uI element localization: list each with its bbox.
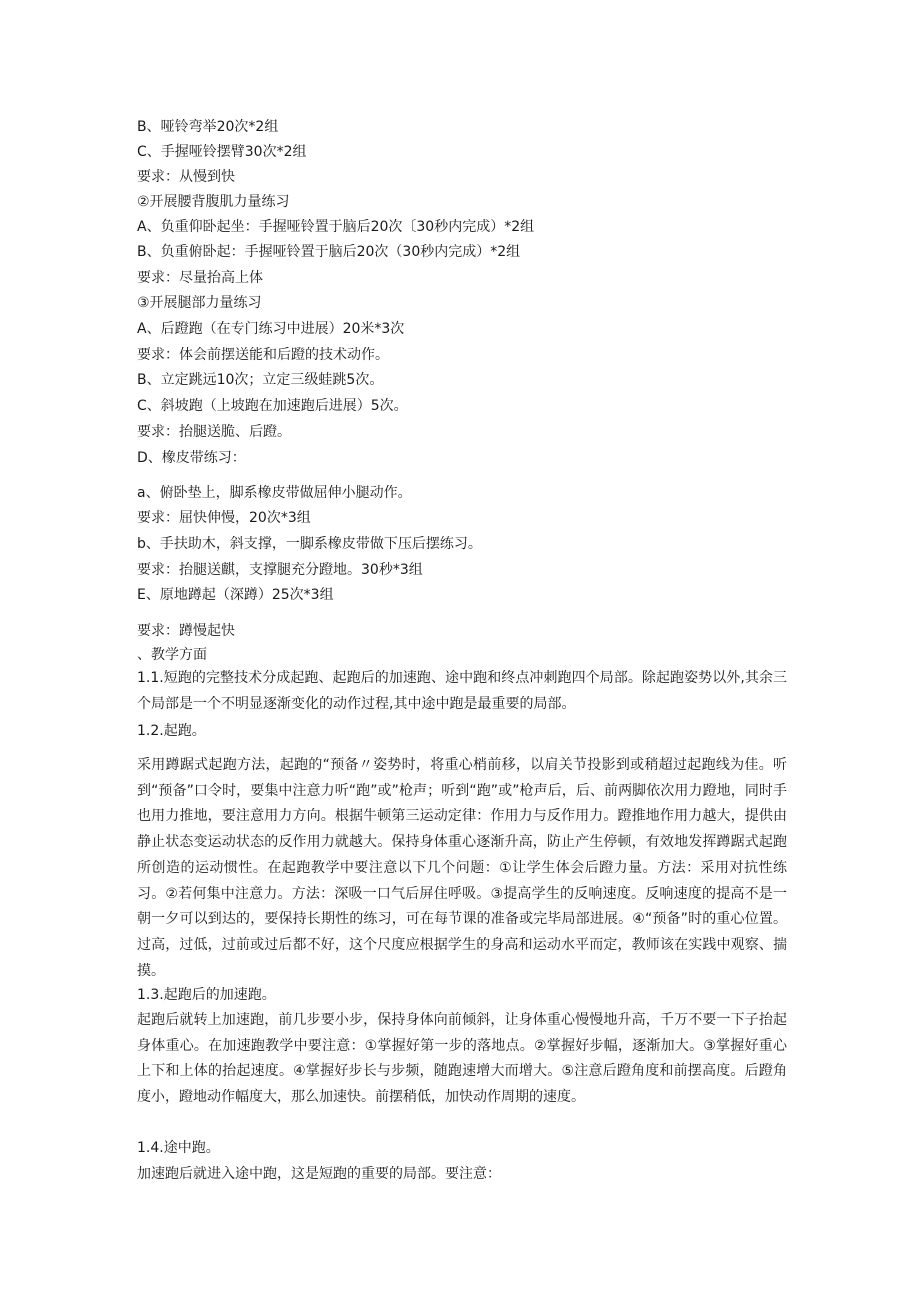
text-line: 要求：尽量抬高上体 <box>137 270 263 286</box>
text-line: b、手扶助木，斜支撑，一脚系橡皮带做下压后摆练习。 <box>137 536 482 552</box>
text-line: C、斜坡跑（上坡跑在加速跑后进展）5次。 <box>137 398 408 414</box>
text-line: ③开展腿部力量练习 <box>137 295 262 311</box>
text-line: B、负重俯卧起：手握哑铃置于脑后20次（30秒内完成）*2组 <box>137 244 521 260</box>
text-line: 要求：抬腿送麒，支撑腿充分蹬地。30秒*3组 <box>137 562 423 578</box>
text-line: C、手握哑铃摆臂30次*2组 <box>137 144 307 160</box>
text-line: ②开展腰背腹肌力量练习 <box>137 194 290 210</box>
subheading: 1.2.起跑。 <box>137 723 206 739</box>
paragraph: 1.1.短跑的完整技术分成起跑、起跑后的加速跑、途中跑和终点冲刺跑四个局部。除起跑姿势以外,其余三个局部是一个不明显逐渐变化的动作过程,其中途中跑是最重要的局部。 <box>137 670 787 712</box>
subheading: 1.3.起跑后的加速跑。 <box>137 987 276 1003</box>
text-line: a、俯卧垫上，脚系橡皮带做屈伸小腿动作。 <box>137 485 412 501</box>
text-line: D、橡皮带练习： <box>137 450 246 466</box>
text-line: A、后蹬跑（在专门练习中进展）20米*3次 <box>137 321 405 337</box>
text-line: 要求：体会前摆送能和后蹬的技术动作。 <box>137 347 389 363</box>
paragraph: 起跑后就转上加速跑，前几步要小步，保持身体向前倾斜，让身体重心慢慢地升高，千万不要一下子抬起身体重心。在加速跑教学中要注意：①掌握好第一步的落地点。②掌握好步幅，逐渐加大。③掌握好重心上下和上体的抬起速度。④掌握好步长与步频，随跑速增大而增大。⑤注意后蹬角度和前摆高度。后蹬角度小，蹬地动作幅度大，那么加速快。前摆稍低，加快动作周期的速度。 <box>137 1012 787 1106</box>
text-line: 要求：蹲慢起快 <box>137 623 235 639</box>
text-line: 要求：屈快伸慢，20次*3组 <box>137 510 311 526</box>
text-line: A、负重仰卧起坐：手握哑铃置于脑后20次〔30秒内完成）*2组 <box>137 219 535 235</box>
text-line: E、原地蹲起（深蹲）25次*3组 <box>137 587 334 603</box>
text-line: 要求：抬腿送脆、后蹬。 <box>137 424 291 440</box>
section-heading: 、教学方面 <box>137 647 207 663</box>
text-line: 要求：从慢到快 <box>137 169 235 185</box>
paragraph: 加速跑后就进入途中跑，这是短跑的重要的局部。要注意： <box>137 1166 501 1182</box>
paragraph: 采用蹲踞式起跑方法，起跑的“预备〃姿势时，将重心梢前移，以肩关节投影到或稍超过起跑线为佳。听到“预备”口令时，要集中注意力听“跑”或”枪声；听到“跑”或”枪声后，后、前两脚依次用力蹬地，同时手也用力推地，要注意用力方向。根据牛顿第三运动定律：作用力与反作用力。蹬推地作用力越大，提供由静止状态变运动状态的反作用力就越大。保持身体重心逐渐升高，防止产生停顿，有效地发挥蹲踞式起跑所创造的运动惯性。在起跑教学中要注意以下几个问题：①让学生体会后蹬力量。方法：采用对抗性练习。②若何集中注意力。方法：深吸一口气后屏住呼吸。③提高学生的反响速度。反响速度的提高不是一朝一夕可以到达的，要保持长期性的练习，可在每节课的准备或完毕局部进展。④“预备”时的重心位置。过高，过低，过前或过后都不好，这个尺度应根据学生的身高和运动水平而定，教师该在实践中观察、揣摸。 <box>137 757 787 979</box>
text-line: B、立定跳远10次；立定三级蛙跳5次。 <box>137 372 384 388</box>
subheading: 1.4.途中跑。 <box>137 1140 220 1156</box>
text-line: B、哑铃弯举20次*2组 <box>137 119 279 135</box>
